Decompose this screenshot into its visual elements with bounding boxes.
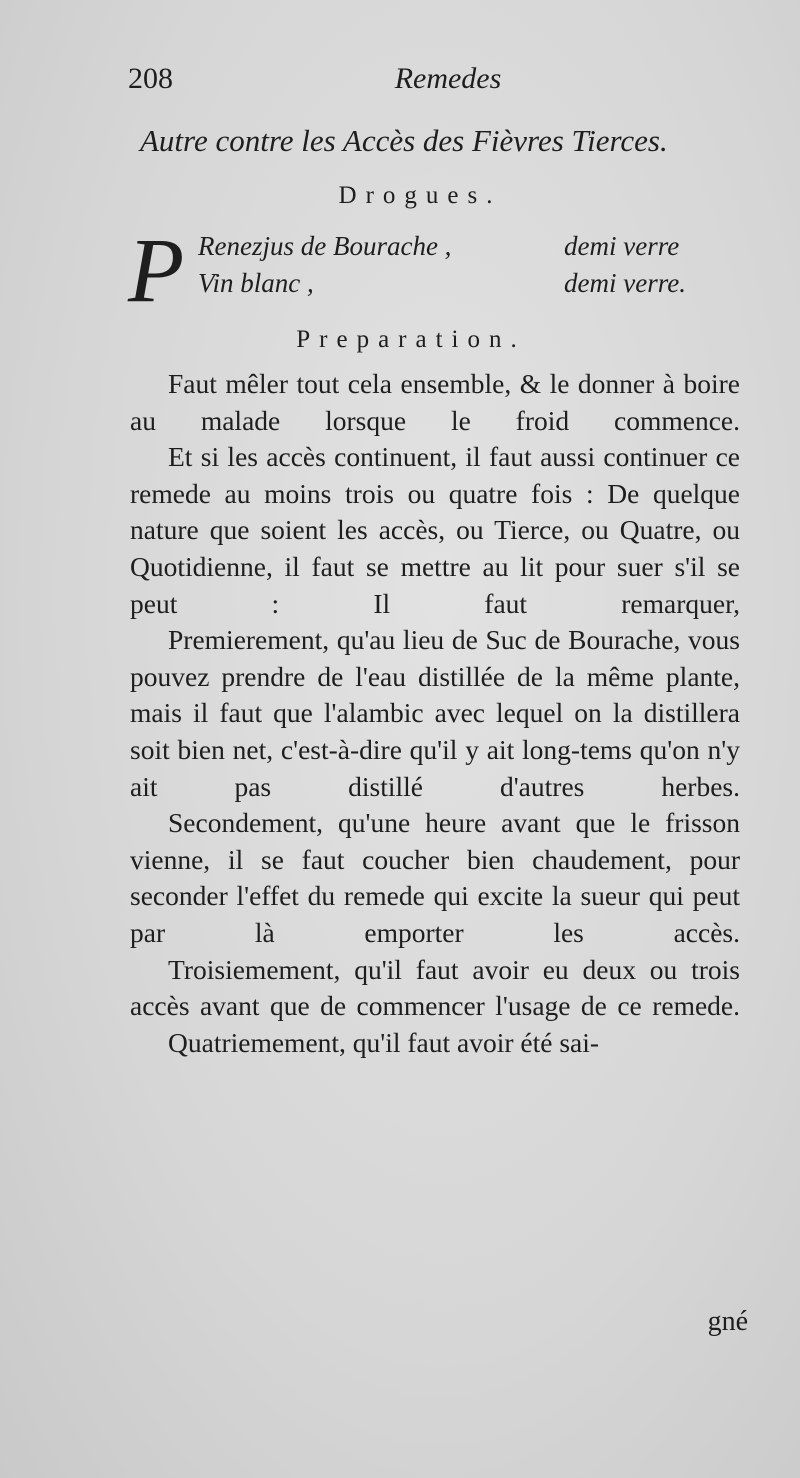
ingredient-name: Vin blanc , — [198, 268, 314, 298]
section-title: Autre contre les Accès des Fièvres Tierces. — [140, 123, 668, 158]
page-number: 208 — [128, 62, 173, 95]
paragraph: Quatriemement, qu'il faut avoir été sai- — [168, 1026, 600, 1058]
paragraph: Troisiemement, qu'il faut avoir eu deux ou trois accès avant que de commencer l'usage de ce remede. — [130, 953, 740, 1022]
catchword: gné — [707, 1306, 748, 1337]
ingredient-row — [198, 231, 680, 262]
paragraph: Faut mêler tout cela ensemble, & le donner à boire au malade lorsque le froid commence. — [130, 368, 740, 436]
ingredient-name: Renezjus de Bourache , — [198, 231, 452, 261]
body-text — [130, 366, 740, 1061]
paragraph: Premierement, qu'au lieu de Suc de Bourache, vous pouvez prendre de l'eau distillée de la même plante, mais il faut que l'alambic avec lequel on la distillera soit bien net, c'est-à-dire qu'il y ait long-tems qu'on n'y ait pas distillé d'autres herbes. — [130, 624, 740, 802]
ingredient-quantity: demi verre. — [564, 268, 686, 298]
running-header — [128, 62, 728, 102]
paragraph: Et si les accès continuent, il faut aussi continuer ce remede au moins trois ou quatre fois : De quelque nature que soient les accès, ou Tierce, ou Quatre, ou Quotidienne, il faut se mettre au lit pour suer s'il se peut : Il faut remarquer, — [130, 441, 740, 619]
preparation-heading: Preparation. — [296, 326, 526, 353]
drop-cap: P — [128, 219, 185, 321]
running-title: Remedes — [394, 62, 502, 95]
drugs-heading: Drogues. — [338, 182, 502, 209]
ingredient-quantity: demi verre — [564, 231, 680, 261]
paragraph: Secondement, qu'une heure avant que le frisson vienne, il se faut coucher bien chaudement, pour seconder l'effet du remede qui excite la sueur qui peut par là emporter les accès. — [130, 807, 740, 948]
ingredient-row — [198, 268, 686, 299]
